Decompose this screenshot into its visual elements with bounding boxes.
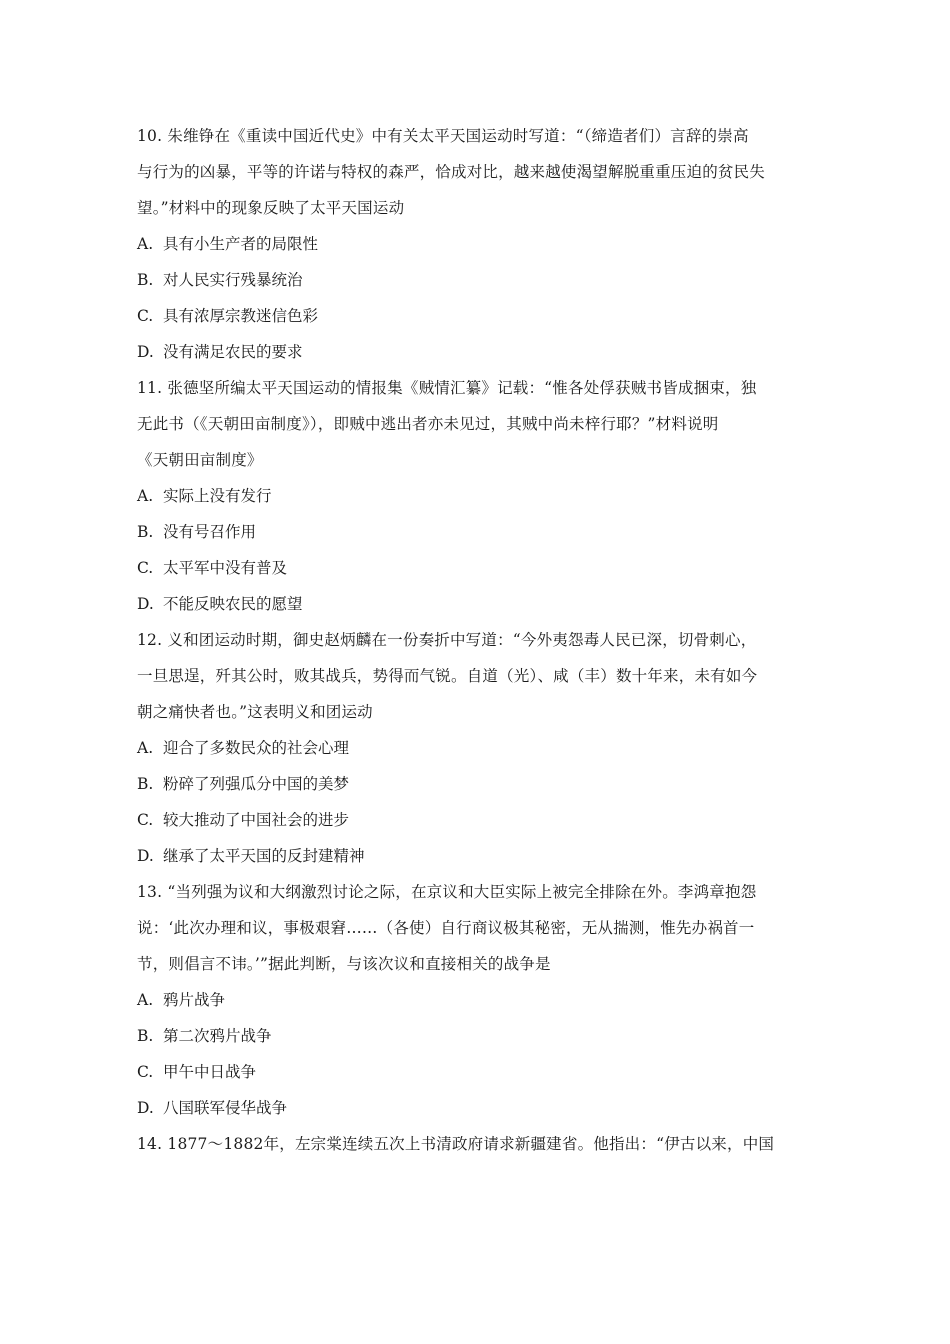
option-a xyxy=(137,730,809,766)
option-d xyxy=(137,586,809,622)
option-letter: C. xyxy=(137,1063,154,1081)
option-letter: B. xyxy=(137,271,154,289)
stem-line: 望。”材料中的现象反映了太平天国运动 xyxy=(137,199,405,217)
option-text: 太平军中没有普及 xyxy=(163,559,288,577)
stem-line: 13. “当列强为议和大纲激烈讨论之际，在京议和大臣实际上被完全排除在外。李鸿章抱怨 xyxy=(137,883,757,901)
option-letter: D. xyxy=(137,343,154,361)
option-text: 鸦片战争 xyxy=(163,991,226,1009)
option-letter: B. xyxy=(137,523,154,541)
question-12 xyxy=(137,622,809,874)
option-c xyxy=(137,802,809,838)
option-text: 粉碎了列强瓜分中国的美梦 xyxy=(163,775,350,793)
option-text: 甲午中日战争 xyxy=(163,1063,257,1081)
question-stem xyxy=(137,622,809,730)
option-text: 具有小生产者的局限性 xyxy=(163,235,319,253)
option-letter: B. xyxy=(137,775,154,793)
option-b xyxy=(137,514,809,550)
option-letter: A. xyxy=(137,487,154,505)
option-c xyxy=(137,298,809,334)
stem-line: 11. 张德坚所编太平天国运动的情报集《贼情汇纂》记载：“惟各处俘获贼书皆成捆束，独 xyxy=(137,379,757,397)
stem-line: 说：‘此次办理和议，事极艰窘……（各使）自行商议极其秘密，无从揣测，惟先办祸首一 xyxy=(137,919,755,937)
option-letter: D. xyxy=(137,847,154,865)
option-letter: D. xyxy=(137,595,154,613)
stem-line: 无此书（《天朝田亩制度》），即贼中逃出者亦未见过，其贼中尚未梓行耶？”材料说明 xyxy=(137,415,719,433)
question-11 xyxy=(137,370,809,622)
option-text: 八国联军侵华战争 xyxy=(163,1099,288,1117)
question-stem xyxy=(137,118,809,226)
option-text: 没有满足农民的要求 xyxy=(163,343,303,361)
stem-line: 10. 朱维铮在《重读中国近代史》中有关太平天国运动时写道：“（缔造者们）言辞的崇高 xyxy=(137,127,749,145)
stem-line: 朝之痛快者也。”这表明义和团运动 xyxy=(137,703,373,721)
option-text: 较大推动了中国社会的进步 xyxy=(163,811,350,829)
option-a xyxy=(137,226,809,262)
question-stem xyxy=(137,370,809,478)
stem-line: 与行为的凶暴，平等的许诺与特权的森严，恰成对比，越来越使渴望解脱重重压迫的贫民失 xyxy=(137,163,766,181)
question-14 xyxy=(137,1126,809,1162)
stem-line: 12. 义和团运动时期，御史赵炳麟在一份奏折中写道：“今外夷怨毒人民已深，切骨刺心， xyxy=(137,631,757,649)
option-text: 具有浓厚宗教迷信色彩 xyxy=(163,307,319,325)
option-d xyxy=(137,1090,809,1126)
option-a xyxy=(137,982,809,1018)
option-text: 迎合了多数民众的社会心理 xyxy=(163,739,350,757)
question-stem xyxy=(137,874,809,982)
option-b xyxy=(137,766,809,802)
option-c xyxy=(137,1054,809,1090)
question-13 xyxy=(137,874,809,1126)
option-letter: B. xyxy=(137,1027,154,1045)
option-c xyxy=(137,550,809,586)
option-text: 不能反映农民的愿望 xyxy=(163,595,303,613)
option-d xyxy=(137,838,809,874)
option-b xyxy=(137,262,809,298)
option-letter: C. xyxy=(137,811,154,829)
option-letter: A. xyxy=(137,991,154,1009)
option-text: 实际上没有发行 xyxy=(163,487,272,505)
option-letter: C. xyxy=(137,559,154,577)
option-text: 继承了太平天国的反封建精神 xyxy=(163,847,365,865)
stem-line: 节，则倡言不讳。’”据此判断，与该次议和直接相关的战争是 xyxy=(137,955,551,973)
option-text: 没有号召作用 xyxy=(163,523,257,541)
option-letter: D. xyxy=(137,1099,154,1117)
option-text: 对人民实行残暴统治 xyxy=(163,271,303,289)
option-letter: A. xyxy=(137,739,154,757)
document-page xyxy=(137,118,809,1162)
option-letter: C. xyxy=(137,307,154,325)
option-a xyxy=(137,478,809,514)
option-letter: A. xyxy=(137,235,154,253)
option-b xyxy=(137,1018,809,1054)
option-text: 第二次鸦片战争 xyxy=(163,1027,272,1045)
option-d xyxy=(137,334,809,370)
stem-line: 《天朝田亩制度》 xyxy=(137,451,263,469)
question-stem xyxy=(137,1126,809,1162)
stem-line: 14. 1877～1882年，左宗棠连续五次上书清政府请求新疆建省。他指出：“伊古以来，中国 xyxy=(137,1135,775,1153)
stem-line: 一旦思逞，歼其公时，败其战兵，势得而气锐。自道（光）、咸（丰）数十年来，未有如今 xyxy=(137,667,758,685)
question-10 xyxy=(137,118,809,370)
